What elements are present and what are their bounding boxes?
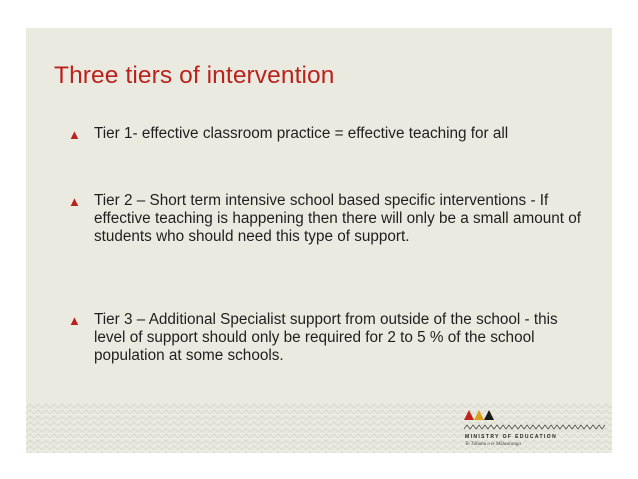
- triangle-bullet-icon: ▲: [68, 127, 81, 142]
- bullet-text: Tier 3 – Additional Specialist support from outside of the school - this level of support should only be required for 2 to 5 % of the school population at some schools.: [94, 311, 558, 364]
- logo-name: MINISTRY OF EDUCATION: [465, 434, 558, 440]
- bullet-item: [68, 192, 588, 246]
- bullet-item: [68, 311, 588, 365]
- ministry-of-education-logo: [460, 404, 610, 452]
- logo-subtitle: Te Tāhuhu o te Mātauranga: [465, 442, 521, 447]
- triangle-bullet-icon: ▲: [68, 194, 81, 209]
- bullet-item: [68, 125, 588, 144]
- triangle-bullet-icon: ▲: [68, 313, 81, 328]
- slide-title: Three tiers of intervention: [54, 62, 335, 89]
- logo-triangles-icon: [464, 410, 494, 420]
- bullet-text: Tier 1- effective classroom practice = effective teaching for all: [94, 125, 509, 142]
- slide: [26, 28, 612, 453]
- bullet-text: Tier 2 – Short term intensive school based specific interventions - If effective teaching is happening then there will only be a small amount of students who should need this type of support.: [94, 192, 581, 245]
- logo-zigzag-line: [464, 424, 606, 430]
